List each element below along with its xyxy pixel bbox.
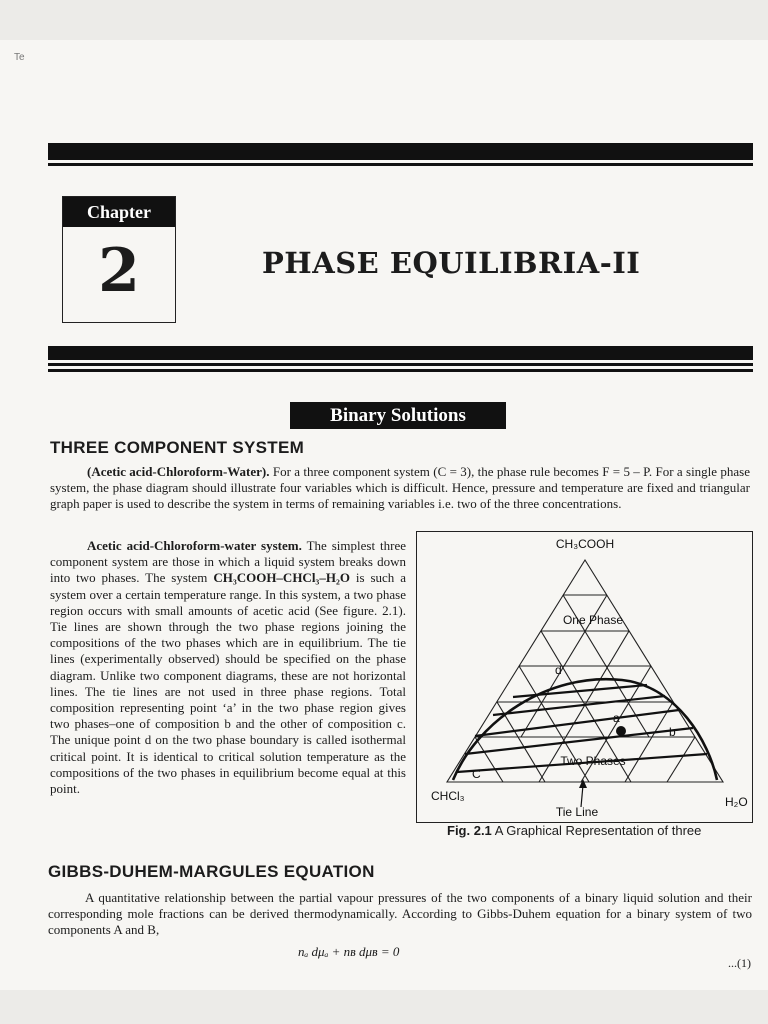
gibbs-duhem-equation: nₐ dμₐ + nʙ dμʙ = 0 — [298, 944, 400, 959]
figure-caption-text: A Graphical Representation of three — [491, 823, 702, 838]
label-one-phase: One Phase — [562, 613, 624, 627]
tie-line-5 — [513, 685, 647, 697]
chapter-title: PHASE EQUILIBRIA-II — [262, 246, 641, 280]
intro-text: For a three component system (C = 3), the phase rule becomes F = 5 – P. For a single phase system, the phase diagram should illustrate four variables which is difficult. Hence, pressure and temperature are fixed and triangular graph paper is used to describe the system in terms of remaining variables i.e. two of the three concentrations. — [50, 464, 750, 512]
tie-line-arrowhead — [579, 779, 587, 788]
intro-lead: (Acetic acid-Chloroform-Water). — [87, 464, 270, 479]
phase-diagram-svg — [417, 532, 752, 822]
label-tie-line: Tie Line — [555, 805, 599, 819]
system-formula: CH₃COOH–CHCl₃–H₂O — [213, 570, 350, 586]
section-heading-gibbs-duhem: GIBBS-DUHEM-MARGULES EQUATION — [48, 862, 375, 881]
label-two-phases: Two Phases — [560, 754, 626, 768]
gibbs-paragraph — [48, 890, 752, 939]
label-point-d: d — [555, 663, 562, 677]
equation-number: ...(1) — [728, 956, 751, 970]
bottom-rule — [48, 346, 753, 372]
system-text-2: is such a system over a certain temperature range. In this system, a two phase region occurs with small amounts of acetic acid (See figure. 2.1). Tie lines are shown through the two phase regions joining the compositions of the two phases which are in equilibrium. The tie lines (experimentally observed) should be specified on the phase diagram. Unlike two component diagrams, these are not horizontal lines. The tie lines are not used in three phase regions. Total composition representing point ‘a’ in the two phase region gives two phases–one of composition b and the other of composition c. The unique point d on the two phase boundary is called isothermal critical point. It is identical to critical solution temperature as the compositions of the two phases in equilibrium become equal at this point. — [50, 570, 406, 797]
section-box-title: Binary Solutions — [290, 402, 506, 429]
intro-paragraph — [50, 464, 750, 513]
chapter-number: 2 — [98, 236, 140, 306]
label-right: H₂O — [725, 795, 748, 809]
chapter-label: Chapter — [63, 197, 175, 227]
system-text-1: The simplest three component system are those in which a liquid system breaks down into two phases. The system — [50, 538, 407, 586]
label-top: CH₃COOH — [555, 537, 615, 551]
section-heading-three-component: THREE COMPONENT SYSTEM — [50, 438, 305, 457]
book-page — [0, 40, 768, 990]
page-margin-mark: Te — [14, 52, 25, 63]
label-point-a: a — [613, 711, 620, 725]
chapter-box — [62, 196, 176, 323]
label-point-c: C — [472, 767, 481, 781]
triangle-outline — [447, 560, 723, 782]
point-a-marker — [616, 726, 626, 736]
label-left: CHCl₃ — [431, 789, 465, 803]
tie-line-arrow — [581, 785, 583, 807]
figure-number: Fig. 2.1 — [447, 823, 492, 838]
top-rule — [48, 140, 753, 166]
phase-diagram-figure — [416, 531, 753, 823]
system-paragraph — [50, 538, 406, 797]
system-lead: Acetic acid-Chloroform-water system. — [87, 538, 302, 553]
figure-caption — [447, 823, 701, 838]
gibbs-text: A quantitative relationship between the partial vapour pressures of the two components of a binary liquid solution and their corresponding mole fractions can be derived thermodynamically. According to Gibbs-Duhem equation for a binary system of two components A and B, — [48, 890, 752, 938]
label-point-b: b — [669, 725, 676, 739]
